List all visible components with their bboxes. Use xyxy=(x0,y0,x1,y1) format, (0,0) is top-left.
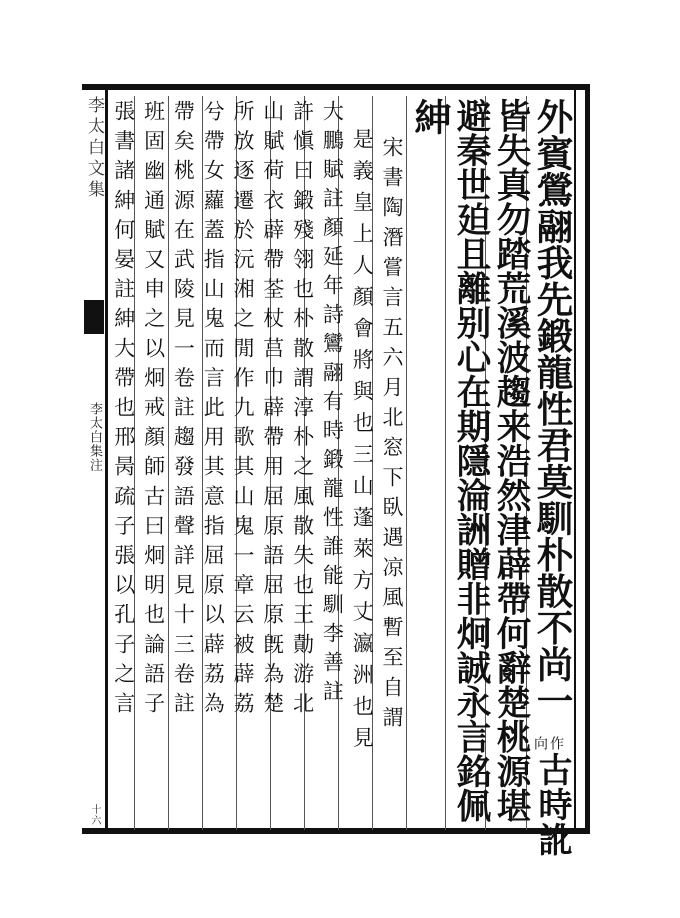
main-text-column-3: 避秦世廹且離别心在期隱淪詶贈非炯誠永言銘佩 xyxy=(450,98,490,823)
main-text-column-1: 外賓鶯翮我先鍛龍性君莫馴朴散不尚一 xyxy=(531,98,574,719)
main-text-column-4-head: 紳 xyxy=(408,98,452,139)
main-text-column-1-tail: 古時訛 xyxy=(532,752,572,857)
commentary-column-8: 帶矣桃源在武陵見一卷註趨發語聲詳見十三卷註 xyxy=(171,100,196,722)
commentary-column-1: 宋書陶潛嘗言五六月北窓下臥遇凉風暫至自謂 xyxy=(380,136,404,736)
margin-book-title: 李太白文集 xyxy=(84,96,104,201)
commentary-column-3: 大鵬賦註顏延年詩鸞翮有時鍛龍性誰能馴李善註 xyxy=(320,100,345,709)
margin-page-number: 十六 xyxy=(89,804,100,826)
column-rule xyxy=(168,96,169,830)
variant-note-xiang: 向 xyxy=(532,736,548,750)
variant-note-zuo: 作 xyxy=(548,736,564,750)
column-rule xyxy=(406,96,407,830)
margin-volume-label: 李太白集注 xyxy=(87,402,102,472)
commentary-column-5: 山賦荷衣薜帶荃杖莒巾薜帶用屈原語屈原旣為楚 xyxy=(260,100,285,722)
commentary-column-7: 兮帶女蘿蓋指山鬼而言此用其意指屈原以薜荔為 xyxy=(201,100,226,722)
main-text-column-2: 皆失真勿踏荒溪波趨来浩然津薜帶何辭楚桃源堪 xyxy=(490,98,530,823)
frame-inner-rule xyxy=(574,90,576,828)
commentary-column-2: 是義皇上人顏會將與也三山蓬萊方丈瀛洲也見 xyxy=(350,128,375,758)
commentary-column-4: 許愼曰鍛殘翎也朴散謂淳朴之風散失也王勣游北 xyxy=(290,100,315,722)
fishtail-mark xyxy=(84,300,104,334)
commentary-column-10: 張書諸紳何晏註紳大帶也邢昺疏子張以孔子之言 xyxy=(111,100,136,722)
column-rule xyxy=(445,96,446,830)
commentary-column-6: 所放逐遷於沅湘之閒作九歌其山鬼一章云被薜荔 xyxy=(231,100,255,722)
commentary-column-9: 班固幽通賦又申之以炯戒顏師古曰炯明也論語子 xyxy=(141,100,166,722)
